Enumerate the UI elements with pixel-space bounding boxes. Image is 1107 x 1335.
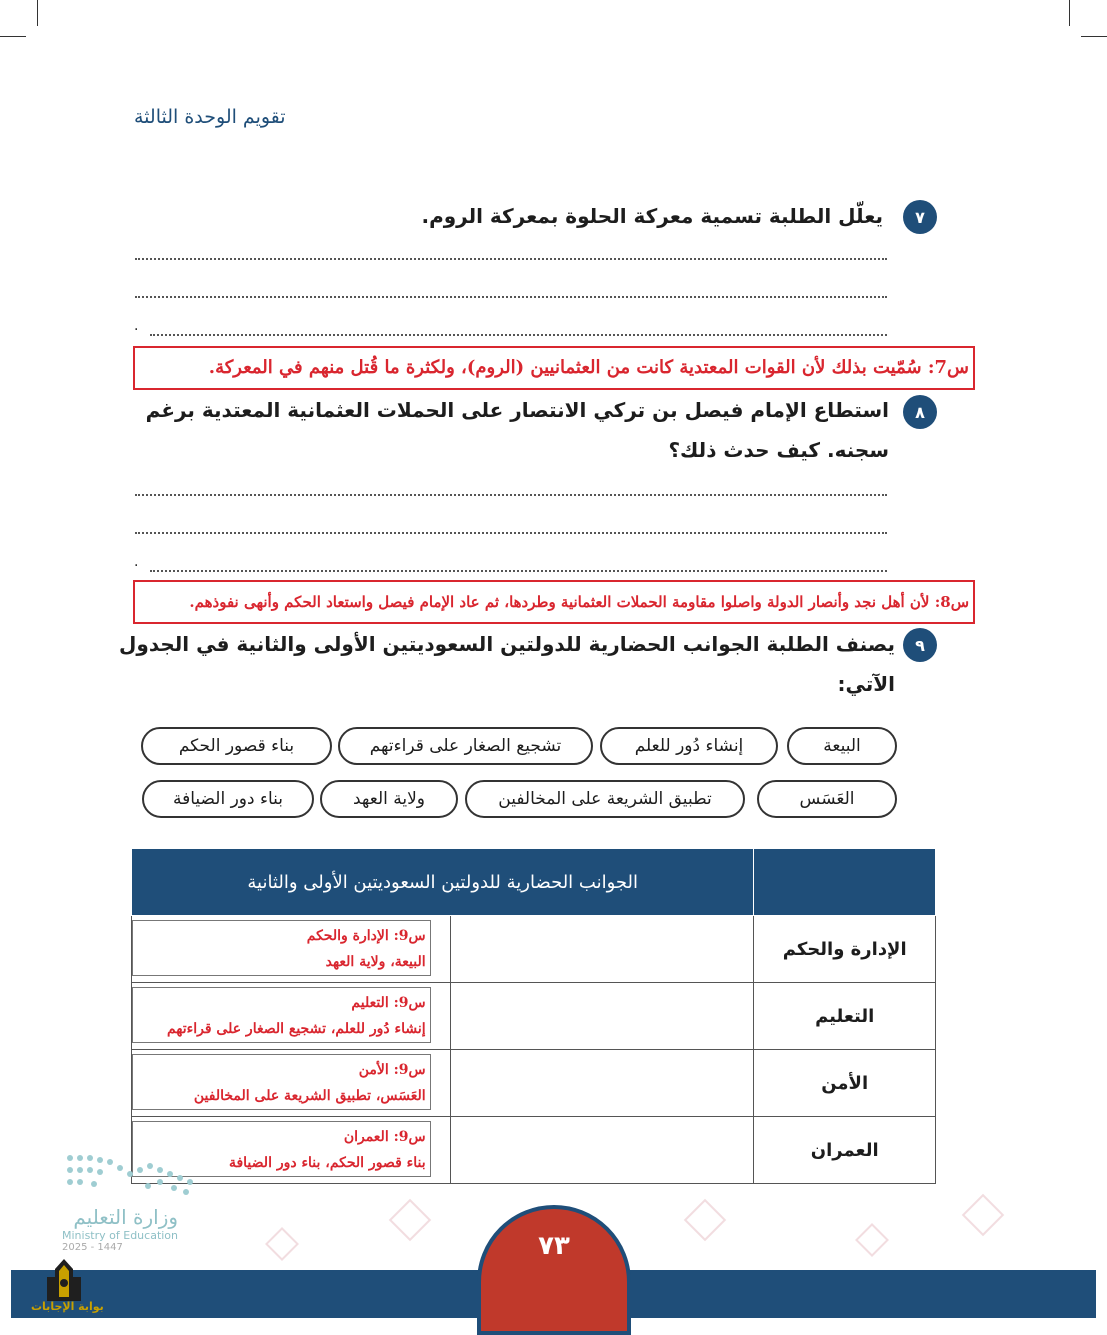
unit-title: تقويم الوحدة الثالثة bbox=[134, 106, 286, 128]
crop-mark bbox=[1081, 36, 1107, 37]
crop-mark bbox=[1069, 0, 1070, 26]
answer-9-security bbox=[132, 1054, 431, 1110]
answer-line-2: البيعة، ولاية العهد bbox=[325, 954, 426, 970]
ministry-year: 2025 - 1447 bbox=[62, 1242, 123, 1253]
page-number: ٧٣ bbox=[477, 1205, 631, 1335]
answer-cell-empty[interactable] bbox=[450, 916, 754, 983]
watermark-site-name: بوابة الإجابات bbox=[31, 1300, 104, 1313]
question-7-text: يعلّل الطلبة تسمية معركة الحلوة بمعركة الروم. bbox=[421, 204, 883, 228]
chip-allegiance: البيعة bbox=[787, 727, 897, 765]
chip-knowledge-houses: إنشاء دُور للعلم bbox=[600, 727, 778, 765]
decor-diamond bbox=[962, 1194, 1004, 1236]
ministry-name-english: Ministry of Education bbox=[62, 1229, 179, 1242]
answer-line-2: العَسَس، تطبيق الشريعة على المخالفين bbox=[193, 1088, 426, 1104]
watermark-logo-icon bbox=[43, 1257, 85, 1303]
answer-cell-empty[interactable] bbox=[450, 983, 754, 1050]
chip-guesthouses: بناء دور الضيافة bbox=[142, 780, 314, 818]
decor-diamond bbox=[855, 1223, 889, 1257]
answer-line bbox=[135, 532, 887, 534]
answer-line-2: بناء قصور الحكم، بناء دور الضيافة bbox=[228, 1155, 426, 1171]
answer-line bbox=[135, 258, 887, 260]
dot-mark: . bbox=[134, 318, 139, 334]
answer-line bbox=[135, 296, 887, 298]
ministry-name-arabic: وزارة التعليم bbox=[73, 1205, 179, 1229]
aspect-security: الأمن bbox=[754, 1050, 936, 1117]
table-row bbox=[132, 1050, 936, 1117]
table-row bbox=[132, 983, 936, 1050]
answer-cell bbox=[132, 916, 451, 983]
table-row bbox=[132, 1117, 936, 1184]
answer-cell-empty[interactable] bbox=[450, 1050, 754, 1117]
crop-mark bbox=[37, 0, 38, 26]
crop-mark bbox=[0, 36, 26, 37]
answer-9-education bbox=[132, 987, 431, 1043]
aspect-governance: الإدارة والحكم bbox=[754, 916, 936, 983]
table-header-blank bbox=[754, 849, 936, 916]
civilization-table bbox=[131, 848, 936, 1184]
answer-line bbox=[150, 570, 887, 572]
dot-mark: . bbox=[134, 554, 139, 570]
table-header-row bbox=[132, 849, 936, 916]
answer-cell bbox=[132, 983, 451, 1050]
answer-8-box: س8: لأن أهل نجد وأنصار الدولة واصلوا مقاومة الحملات العثمانية وطردها، ثم عاد الإمام فيصل واستعاد الحكم وأنهى نفوذهم. bbox=[133, 580, 975, 624]
answer-7-box: س7: سُمّيت بذلك لأن القوات المعتدية كانت من العثمانيين (الروم)، ولكثرة ما قُتل منهم في المعركة. bbox=[133, 346, 975, 390]
decor-diamond bbox=[265, 1227, 299, 1261]
question-7-number: ٧ bbox=[903, 200, 937, 234]
question-8-line-2: سجنه. كيف حدث ذلك؟ bbox=[668, 438, 889, 462]
ministry-logo-dots-icon bbox=[64, 1152, 198, 1198]
chip-sharia: تطبيق الشريعة على المخالفين bbox=[465, 780, 745, 818]
aspect-education: التعليم bbox=[754, 983, 936, 1050]
question-9-line-1: يصنف الطلبة الجوانب الحضارية للدولتين السعوديتين الأولى والثانية في الجدول bbox=[119, 632, 895, 656]
ministry-logo bbox=[62, 1205, 178, 1253]
answer-line-1: س9: الأمن bbox=[358, 1062, 426, 1078]
answer-line bbox=[150, 334, 887, 336]
chip-crown-prince: ولاية العهد bbox=[320, 780, 458, 818]
question-8-line-1: استطاع الإمام فيصل بن تركي الانتصار على الحملات العثمانية المعتدية برغم bbox=[145, 398, 889, 422]
table-header: الجوانب الحضارية للدولتين السعوديتين الأولى والثانية bbox=[132, 849, 754, 916]
question-9-line-2: الآتي: bbox=[837, 672, 895, 696]
chip-encourage-reading: تشجيع الصغار على قراءتهم bbox=[338, 727, 593, 765]
answer-line-1: س9: العمران bbox=[343, 1129, 426, 1145]
chip-patrol: العَسَس bbox=[757, 780, 897, 818]
decor-diamond bbox=[389, 1199, 431, 1241]
answer-line-1: س9: الإدارة والحكم bbox=[306, 928, 426, 944]
answer-line-1: س9: التعليم bbox=[351, 995, 426, 1011]
question-9-number: ٩ bbox=[903, 628, 937, 662]
answer-line-2: إنشاء دُور للعلم، تشجيع الصغار على قراءتهم bbox=[166, 1021, 426, 1037]
answer-line bbox=[135, 494, 887, 496]
aspect-urbanism: العمران bbox=[754, 1117, 936, 1184]
answer-cell-empty[interactable] bbox=[450, 1117, 754, 1184]
question-8-number: ٨ bbox=[903, 395, 937, 429]
chip-palaces: بناء قصور الحكم bbox=[141, 727, 332, 765]
decor-diamond bbox=[684, 1199, 726, 1241]
table-row bbox=[132, 916, 936, 983]
answer-cell bbox=[132, 1050, 451, 1117]
answer-9-governance bbox=[132, 920, 431, 976]
